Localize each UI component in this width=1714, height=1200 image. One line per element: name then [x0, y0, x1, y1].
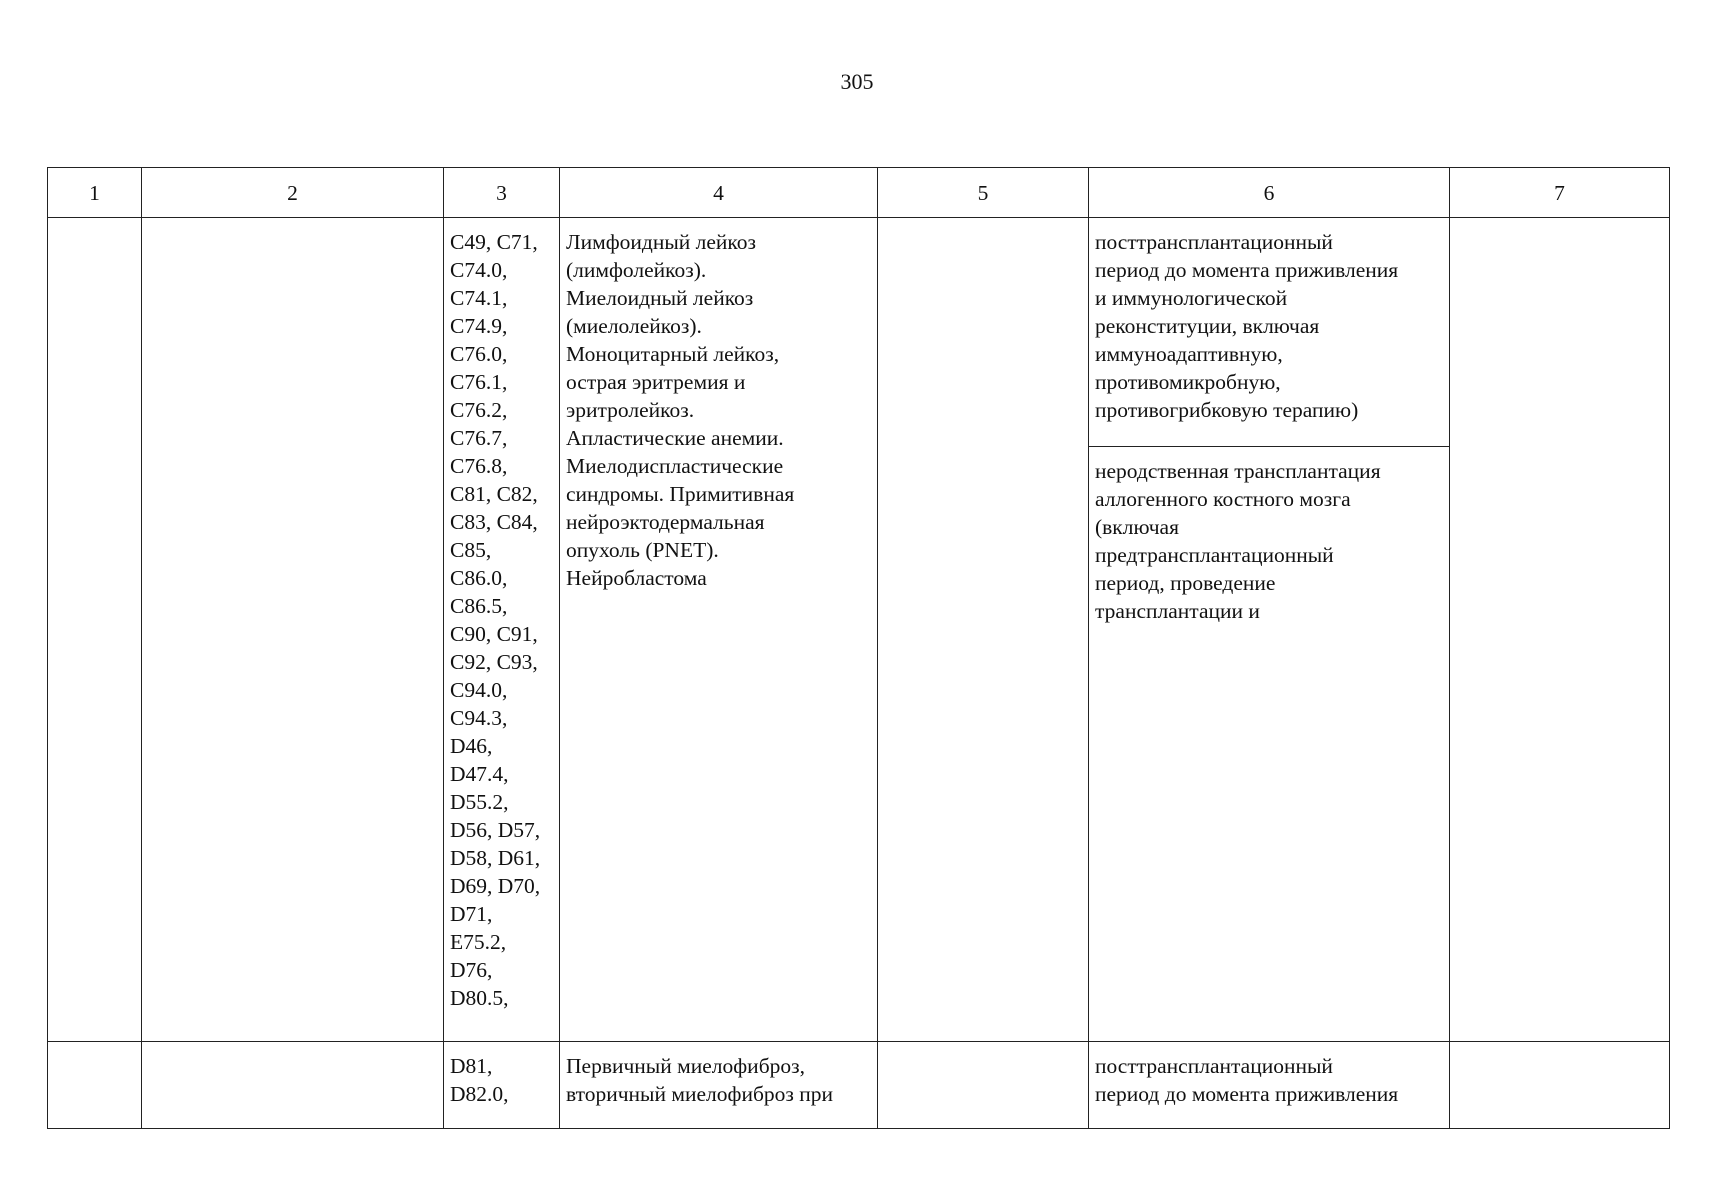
table-row	[48, 218, 1670, 447]
icd-code-line: C74.0,	[450, 258, 508, 282]
treatment-line: противомикробную,	[1095, 370, 1281, 394]
treatment-line: период, проведение	[1095, 571, 1276, 595]
icd-code-line: C76.2,	[450, 398, 508, 422]
diagnosis-line: (миелолейкоз).	[566, 314, 702, 338]
icd-codes-cell	[444, 1042, 560, 1129]
treatment-line: трансплантации и	[1095, 599, 1260, 623]
icd-code-line: D82.0,	[450, 1082, 509, 1106]
diagnosis-line: острая эритремия и	[566, 370, 746, 394]
icd-code-line: E75.2,	[450, 930, 507, 954]
treatment-line: (включая	[1095, 515, 1179, 539]
table-header-row	[48, 168, 1670, 218]
cell-col1	[48, 218, 142, 1042]
cell-col7	[1450, 218, 1670, 1042]
icd-code-line: C76.7,	[450, 426, 508, 450]
treatment-line: аллогенного костного мозга	[1095, 487, 1351, 511]
diagnosis-line: Миелоидный лейкоз	[566, 286, 754, 310]
diagnosis-line: Нейробластома	[566, 566, 707, 590]
icd-code-line: C76.0,	[450, 342, 508, 366]
icd-code-line: C74.9,	[450, 314, 508, 338]
icd-code-line: D56, D57,	[450, 818, 541, 842]
treatment-line: период до момента приживления	[1095, 258, 1399, 282]
column-header-3: 3	[444, 168, 560, 218]
treatment-line: посттрансплантационный	[1095, 230, 1333, 254]
cell-col2	[142, 218, 444, 1042]
diagnosis-line: Лимфоидный лейкоз	[566, 230, 757, 254]
icd-code-line: C85,	[450, 538, 492, 562]
icd-codes-cell	[444, 218, 560, 1042]
table-row	[48, 1042, 1670, 1129]
cell-col2	[142, 1042, 444, 1129]
icd-code-line: D81,	[450, 1054, 493, 1078]
diagnosis-line: Моноцитарный лейкоз,	[566, 342, 780, 366]
icd-code-line: D46,	[450, 734, 493, 758]
treatment-line: период до момента приживления	[1095, 1082, 1399, 1106]
diagnosis-cell	[560, 1042, 878, 1129]
column-header-2: 2	[142, 168, 444, 218]
column-header-4: 4	[560, 168, 878, 218]
column-header-1: 1	[48, 168, 142, 218]
icd-code-line: D47.4,	[450, 762, 509, 786]
diagnosis-line: Миелодиспластические	[566, 454, 784, 478]
treatment-line: посттрансплантационный	[1095, 1054, 1333, 1078]
icd-code-line: C94.3,	[450, 706, 508, 730]
icd-code-line: C76.8,	[450, 454, 508, 478]
treatment-cell	[1089, 1042, 1450, 1129]
icd-code-line: C92, C93,	[450, 650, 538, 674]
data-table	[47, 167, 1670, 1129]
icd-code-line: D76,	[450, 958, 493, 982]
icd-code-line: C81, C82,	[450, 482, 538, 506]
diagnosis-line: Апластические анемии.	[566, 426, 784, 450]
cell-col1	[48, 1042, 142, 1129]
treatment-line: реконституции, включая	[1095, 314, 1320, 338]
icd-code-line: C90, C91,	[450, 622, 538, 646]
icd-code-line: D71,	[450, 902, 493, 926]
treatment-cell-bottom	[1089, 447, 1450, 1042]
diagnosis-line: Первичный миелофиброз,	[566, 1054, 805, 1078]
treatment-cell-top	[1089, 218, 1450, 447]
column-header-6: 6	[1089, 168, 1450, 218]
icd-code-line: D69, D70,	[450, 874, 541, 898]
cell-col7	[1450, 1042, 1670, 1129]
icd-code-line: C83, C84,	[450, 510, 538, 534]
treatment-line: предтрансплантационный	[1095, 543, 1334, 567]
diagnosis-cell	[560, 218, 878, 1042]
icd-code-line: C94.0,	[450, 678, 508, 702]
icd-code-line: C86.0,	[450, 566, 508, 590]
column-header-5: 5	[878, 168, 1089, 218]
treatment-line: и иммунологической	[1095, 286, 1288, 310]
icd-code-line: D55.2,	[450, 790, 509, 814]
icd-code-line: C49, C71,	[450, 230, 538, 254]
diagnosis-line: вторичный миелофиброз при	[566, 1082, 834, 1106]
treatment-line: иммуноадаптивную,	[1095, 342, 1283, 366]
column-header-7: 7	[1450, 168, 1670, 218]
diagnosis-line: синдромы. Примитивная	[566, 482, 795, 506]
treatment-line: противогрибковую терапию)	[1095, 398, 1359, 422]
diagnosis-line: эритролейкоз.	[566, 398, 695, 422]
cell-col5	[878, 218, 1089, 1042]
icd-code-line: D58, D61,	[450, 846, 541, 870]
icd-code-line: C76.1,	[450, 370, 508, 394]
diagnosis-line: нейроэктодермальная	[566, 510, 765, 534]
icd-code-line: C74.1,	[450, 286, 508, 310]
page-number: 305	[840, 69, 874, 94]
diagnosis-line: опухоль (PNET).	[566, 538, 719, 562]
icd-code-line: D80.5,	[450, 986, 509, 1010]
icd-code-line: C86.5,	[450, 594, 508, 618]
treatment-line: неродственная трансплантация	[1095, 459, 1381, 483]
cell-col5	[878, 1042, 1089, 1129]
diagnosis-line: (лимфолейкоз).	[566, 258, 707, 282]
